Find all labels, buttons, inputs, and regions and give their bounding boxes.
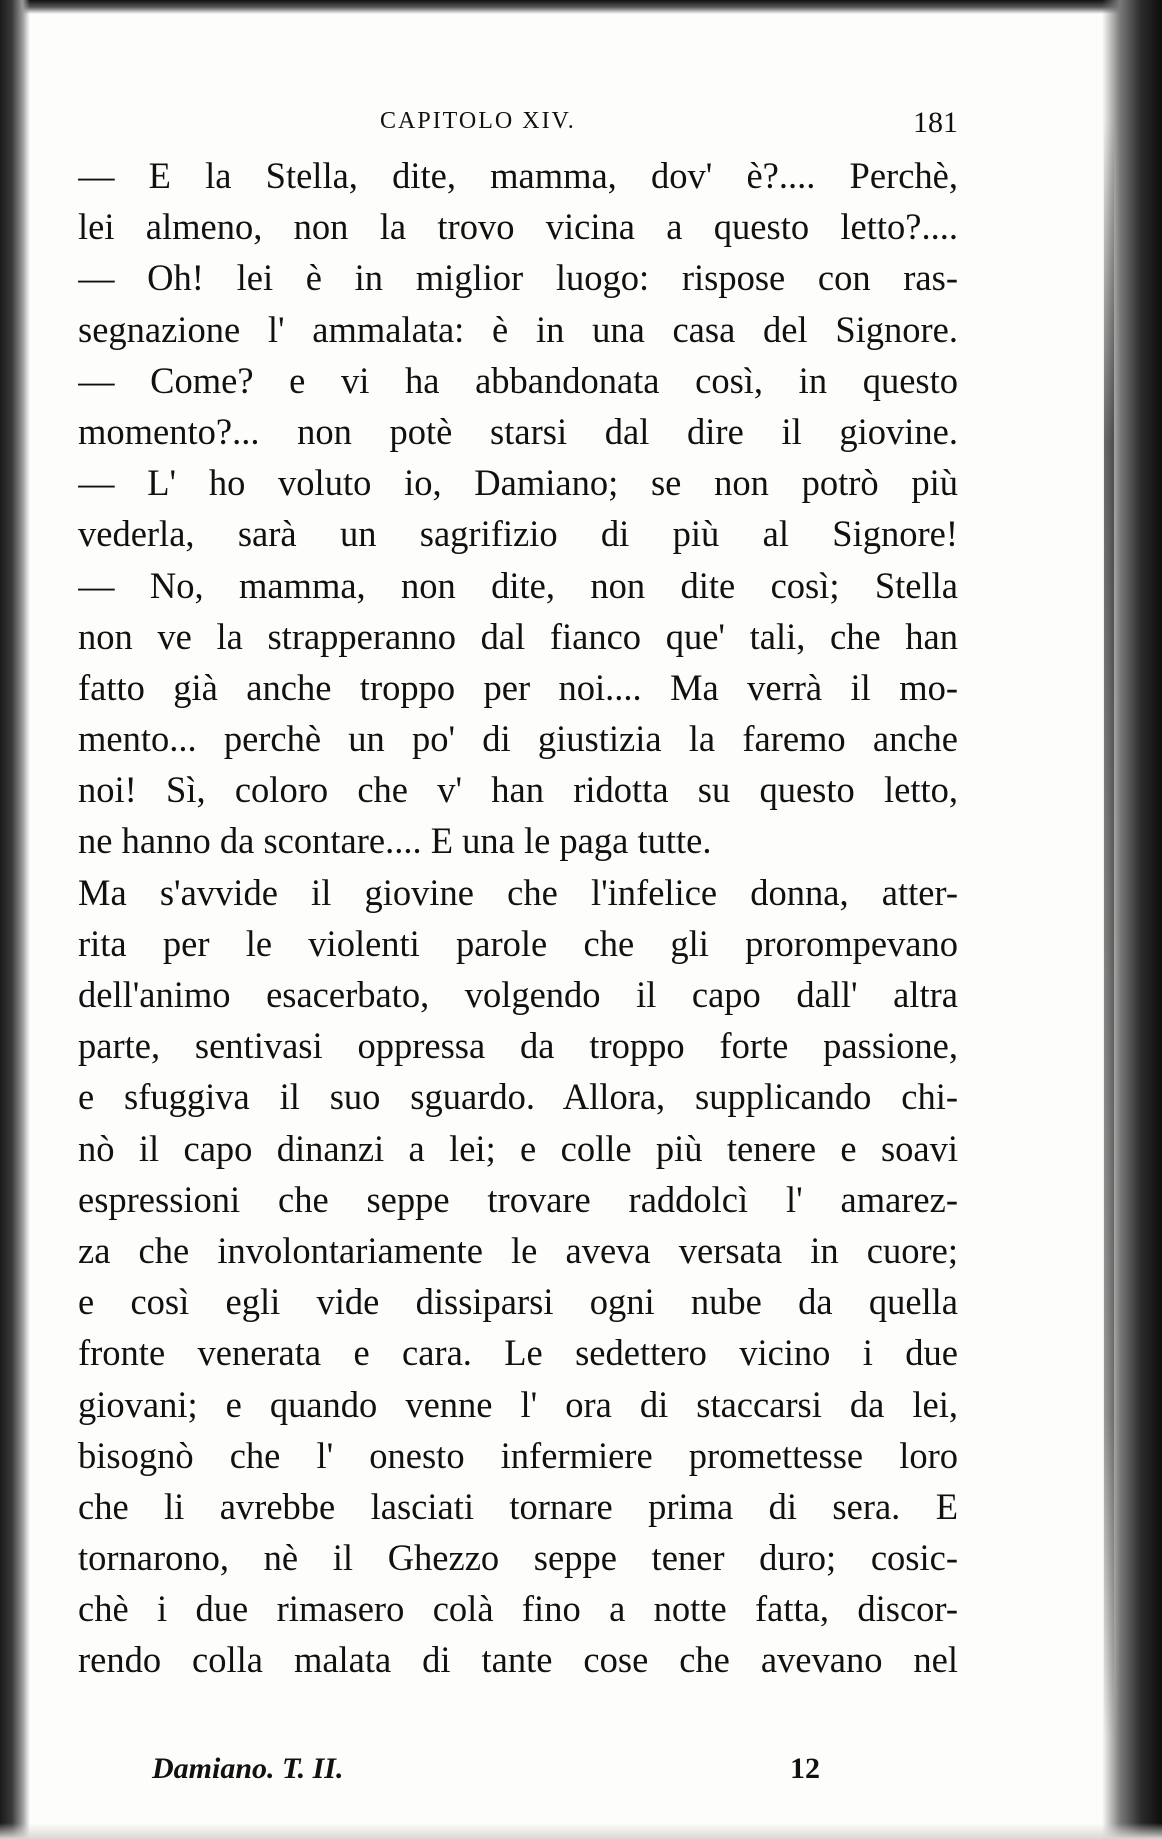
body-text	[78, 150, 958, 1686]
page-number: 181	[913, 106, 958, 139]
text-line: nò il capo dinanzi a lei; e colle più tenere e soavi	[78, 1127, 958, 1169]
text-line: — No, mamma, non dite, non dite così; Stella	[78, 564, 958, 606]
text-line: momento?... non potè starsi dal dire il giovine.	[78, 410, 958, 452]
text-line: chè i due rimasero colà fino a notte fatta, discor-	[78, 1588, 958, 1630]
text-line: — Come? e vi ha abbandonata così, in questo	[78, 359, 958, 401]
text-line: ne hanno da scontare.... E una le paga tutte.	[78, 820, 712, 862]
signature-mark: Damiano. T. II.	[152, 1752, 344, 1785]
text-line: lei almeno, non la trovo vicina a questo letto?....	[78, 206, 958, 248]
text-line: — L' ho voluto io, Damiano; se non potrò più	[78, 462, 958, 504]
text-line: dell'animo esacerbato, volgendo il capo dall' altra	[78, 974, 958, 1015]
text-line: — E la Stella, dite, mamma, dov' è?.... Perchè,	[78, 155, 958, 196]
text-line: Ma s'avvide il giovine che l'infelice donna, atter-	[78, 871, 958, 913]
running-head	[78, 108, 958, 148]
text-line: fronte venerata e cara. Le sedettero vicino i due	[78, 1332, 958, 1374]
text-line: e sfuggiva il suo sguardo. Allora, supplicando chi-	[78, 1076, 958, 1118]
page-edge-left	[0, 0, 30, 1839]
signature-number: 12	[790, 1752, 820, 1785]
text-line: non ve la strapperanno dal fianco que' tali, che han	[78, 615, 958, 657]
chapter-title: CAPITOLO XIV.	[380, 108, 576, 134]
page-edge-top	[0, 0, 1162, 14]
text-line: parte, sentivasi oppressa da troppo forte passione,	[78, 1025, 958, 1067]
text-line: espressioni che seppe trovare raddolcì l' amarez-	[78, 1178, 958, 1220]
text-line: bisognò che l' onesto infermiere promettesse loro	[78, 1434, 958, 1476]
text-line: mento... perchè un po' di giustizia la faremo anche	[78, 718, 958, 760]
text-line: che li avrebbe lasciati tornare prima di sera. E	[78, 1485, 958, 1527]
text-line: — Oh! lei è in miglior luogo: rispose con ras-	[78, 257, 958, 299]
page-edge-shadow	[1104, 120, 1114, 1740]
text-line: segnazione l' ammalata: è in una casa del Signore.	[78, 308, 958, 350]
text-line: tornarono, nè il Ghezzo seppe tener duro; cosic-	[78, 1537, 958, 1579]
text-line: giovani; e quando venne l' ora di staccarsi da lei,	[78, 1383, 958, 1425]
text-line: fatto già anche troppo per noi.... Ma verrà il mo-	[78, 666, 958, 708]
text-line: e così egli vide dissiparsi ogni nube da quella	[78, 1281, 958, 1323]
page-footer	[78, 1752, 958, 1796]
text-line: za che involontariamente le aveva versata in cuore;	[78, 1229, 958, 1271]
text-line: rita per le violenti parole che gli prorompevano	[78, 922, 958, 964]
text-line: noi! Sì, coloro che v' han ridotta su questo letto,	[78, 769, 958, 811]
text-line: rendo colla malata di tante cose che avevano nel	[78, 1639, 958, 1681]
page-edge-bottom	[0, 1823, 1162, 1839]
text-line: vederla, sarà un sagrifizio di più al Signore!	[78, 513, 958, 555]
